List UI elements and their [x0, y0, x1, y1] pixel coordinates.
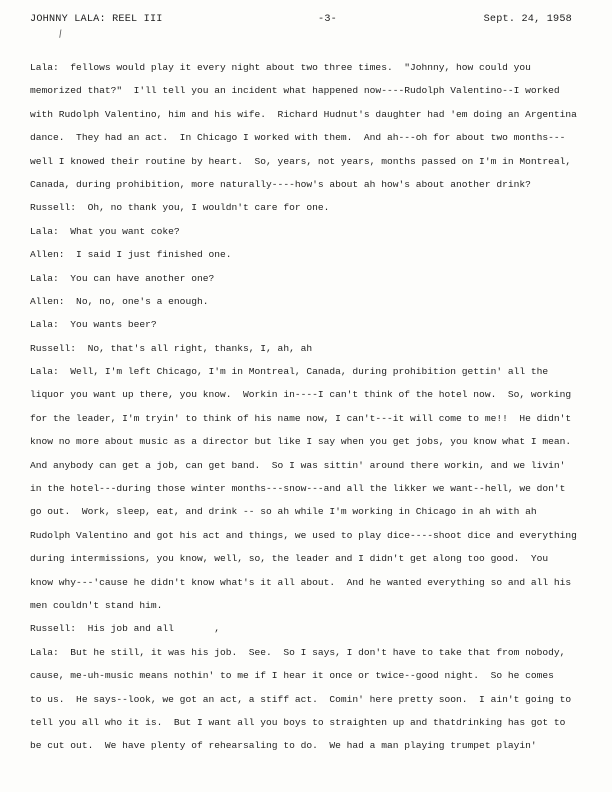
transcript-line: know no more about music as a director but like I say when you get jobs, you know what I mean.: [30, 436, 572, 448]
transcript-line: know why---'cause he didn't know what's it all about. And he wanted everything so and all his: [30, 576, 572, 588]
transcript-line: Lala: fellows would play it every night about two three times. "Johnny, how could you: [30, 62, 531, 73]
transcript-line: Lala: But he still, it was his job. See. So I says, I don't have to take that from nobody,: [30, 646, 566, 658]
transcript-line: Lala: Well, I'm left Chicago, I'm in Montreal, Canada, during prohibition gettin' all the: [30, 366, 549, 378]
transcript-line: go out. Work, sleep, eat, and drink -- so ah while I'm working in Chicago in ah with ah: [30, 506, 537, 518]
transcript-line: Lala: You wants beer?: [30, 319, 157, 331]
margin-pen-mark: /: [56, 29, 66, 42]
transcript-line: And anybody can get a job, can get band. So I was sittin' around there workin, and we livin': [30, 459, 566, 471]
transcript-line: liquor you want up there, you know. Workin in----I can't think of the hotel now. So, working: [30, 389, 572, 401]
transcript-line: with Rudolph Valentino, him and his wife. Richard Hudnut's daughter had 'em doing an Argentina: [30, 108, 577, 120]
transcript-line: tell you all who it is. But I want all you boys to straighten up and thatdrinking has got to: [30, 716, 566, 728]
transcript-line: Russell: No, that's all right, thanks, I, ah, ah: [30, 342, 313, 354]
transcript-line: cause, me-uh-music means nothin' to me if I hear it once or twice--good night. So he comes: [30, 670, 554, 682]
transcript-line: men couldn't stand him.: [30, 599, 163, 611]
page-number: -3-: [318, 14, 337, 25]
transcript-line: for the leader, I'm tryin' to think of his name now, I can't---it will come to me!! He didn't: [30, 412, 572, 424]
transcript-line: Russell: His job and all ,: [30, 623, 220, 635]
transcript-body: [30, 56, 592, 758]
page-header: [30, 14, 572, 28]
transcript-line: Allen: I said I just finished one.: [30, 249, 232, 261]
transcript-line: Rudolph Valentino and got his act and things, we used to play dice----shoot dice and everything: [30, 529, 577, 541]
transcript-line: dance. They had an act. In Chicago I worked with them. And ah---oh for about two months---: [30, 132, 566, 144]
transcript-line: Lala: What you want coke?: [30, 225, 180, 237]
header-title: JOHNNY LALA: REEL III: [30, 14, 163, 25]
transcript-line: in the hotel---during those winter months---snow---and all the likker we want--hell, we don't: [30, 483, 566, 495]
transcript-line: Allen: No, no, one's a enough.: [30, 295, 209, 307]
transcript-line: be cut out. We have plenty of rehearsaling to do. We had a man playing trumpet playin': [30, 740, 537, 752]
transcript-line: memorized that?" I'll tell you an incident what happened now----Rudolph Valentino--I worked: [30, 85, 560, 97]
transcript-line: Canada, during prohibition, more naturally----how's about ah how's about another drink?: [30, 178, 531, 190]
transcript-line: well I knowed their routine by heart. So, years, not years, months passed on I'm in Montreal,: [30, 155, 572, 167]
transcript-line: to us. He says--look, we got an act, a stiff act. Comin' here pretty soon. I ain't going to: [30, 693, 572, 705]
transcript-line: Russell: Oh, no thank you, I wouldn't care for one.: [30, 202, 330, 214]
transcript-line: Lala: You can have another one?: [30, 272, 215, 284]
transcript-line: during intermissions, you know, well, so, the leader and I didn't get along too good. You: [30, 553, 549, 565]
header-date: Sept. 24, 1958: [483, 14, 572, 25]
